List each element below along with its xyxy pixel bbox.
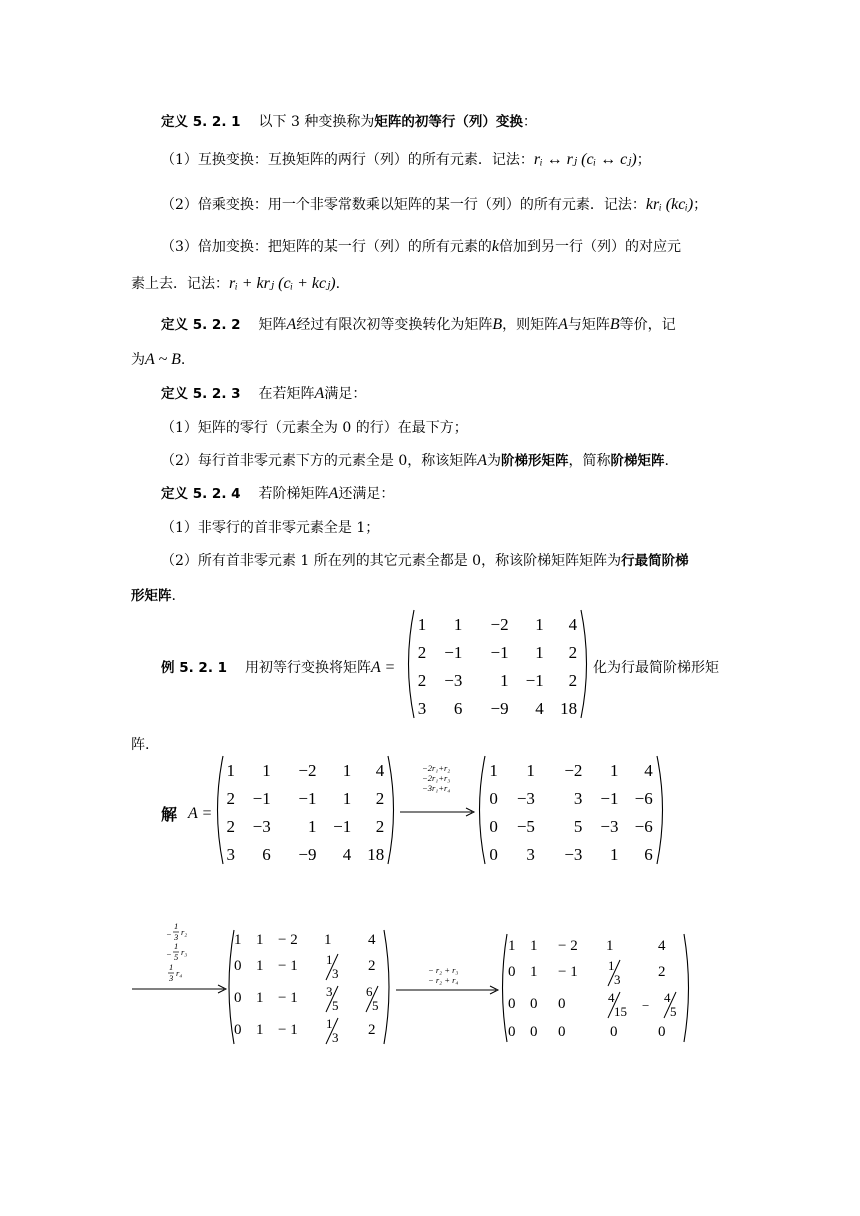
def1-item3-text-a: （3）倍加变换：把矩阵的某一行（列）的所有元素的 xyxy=(161,239,492,255)
op3-label-1: − r₂ + r₃ xyxy=(428,965,459,975)
cell-r3-c2: −3 xyxy=(444,670,463,690)
cell-r1-c4: 1 xyxy=(342,760,352,780)
def2-line2-math: A ~ B xyxy=(145,351,181,368)
cell-r3-c2: −3 xyxy=(252,816,271,836)
cell-r1-c4: 1 xyxy=(535,614,544,634)
cell-r4-c5: 6 xyxy=(644,844,653,864)
def2-line1 xyxy=(161,315,676,335)
def2-B: B xyxy=(492,316,503,333)
cell-r1-c5: 4 xyxy=(375,760,385,780)
def1-heading-line xyxy=(161,112,537,132)
c11: 1 xyxy=(234,932,242,948)
d31: 0 xyxy=(508,996,516,1012)
d44: 0 xyxy=(610,1024,618,1040)
d14: 1 xyxy=(606,938,614,954)
def4-item2-a: （2）所有首非零元素 1 所在列的其它元素全都是 0，称该阶梯矩阵矩阵为 xyxy=(161,553,622,569)
op2-3-den: 3 xyxy=(169,973,174,983)
cell-r3-c5: −6 xyxy=(634,816,653,836)
def4-line1 xyxy=(161,484,394,504)
def1-item3-line2 xyxy=(131,274,340,294)
c43: − 1 xyxy=(278,1022,298,1038)
d15: 4 xyxy=(658,938,666,954)
d42: 0 xyxy=(530,1024,538,1040)
op2-3-r: r₄ xyxy=(176,968,183,978)
cell-r3-c2: −5 xyxy=(516,816,535,836)
c22: 1 xyxy=(256,958,264,974)
d25: 2 xyxy=(658,964,666,980)
cell-r4-c2: 6 xyxy=(262,844,271,864)
def1-item3-line1 xyxy=(161,237,681,257)
cell-r2-c2: −3 xyxy=(516,788,535,808)
def2-line2 xyxy=(131,350,185,370)
def1-item1-end: ； xyxy=(636,152,651,168)
d32: 0 xyxy=(530,996,538,1012)
cell-r1-c4: 1 xyxy=(610,760,619,780)
def1-item1-text: （1）互换变换：互换矩阵的两行（列）的所有元素．记法： xyxy=(161,152,534,168)
def4-item2-term-b: 形矩阵 xyxy=(131,588,172,604)
op3-label-2: − r₂ + r₄ xyxy=(428,975,459,985)
row-op-arrow-3 xyxy=(396,966,500,996)
example-text-b: 化为行最简阶梯形矩 xyxy=(593,660,719,676)
cell-r4-c5: 18 xyxy=(367,844,385,864)
def1-item3-text-b: 倍加到另一行（列）的对应元 xyxy=(499,239,682,255)
cell-r4-c1: 0 xyxy=(489,844,498,864)
def2-text-c: ，则矩阵 xyxy=(502,317,559,333)
cell-r1-c1: 1 xyxy=(226,760,236,780)
def3-item1: （1）矩阵的零行（元素全为 0 的行）在最下方； xyxy=(161,420,468,436)
def4-item2-line1 xyxy=(161,551,689,571)
d12: 1 xyxy=(530,938,538,954)
op2-2-r: r₃ xyxy=(181,947,188,957)
c35-fraction xyxy=(362,984,384,1014)
cell-r2-c5: −6 xyxy=(634,788,653,808)
fraction-numerator: 4 xyxy=(664,990,671,1005)
c13: − 2 xyxy=(278,932,298,948)
cell-r2-c3: −1 xyxy=(298,788,317,808)
op2-2-num: 1 xyxy=(174,941,179,951)
cell-r4-c1: 3 xyxy=(226,844,236,864)
def3-item2-A: A xyxy=(477,452,488,469)
def2-B2: B xyxy=(609,316,620,333)
matrix-D xyxy=(500,932,692,1044)
row-op-arrow-1 xyxy=(400,760,476,820)
cell-r4-c3: −3 xyxy=(564,844,583,864)
c23: − 1 xyxy=(278,958,298,974)
cell-r2-c1: 2 xyxy=(417,642,427,662)
cell-r4-c2: 6 xyxy=(453,698,463,718)
def1-item3-k: k xyxy=(491,238,500,255)
cell-r2-c3: −1 xyxy=(490,642,509,662)
def3-item2-b: 为 xyxy=(487,453,502,469)
def2-line2-end: . xyxy=(180,352,186,368)
cell-r3-c4: −1 xyxy=(333,816,352,836)
def4-head: 定义 5. 2. 4 xyxy=(161,486,241,502)
def4-item1: （1）非零行的首非零元素全是 1； xyxy=(161,520,380,536)
cell-r3-c3: 5 xyxy=(573,816,583,836)
op2-1-r: r₂ xyxy=(181,927,188,937)
op2-2-sign: − xyxy=(166,949,172,959)
cell-r1-c3: −2 xyxy=(298,760,317,780)
c33: − 1 xyxy=(278,990,298,1006)
def2-A2: A xyxy=(558,316,568,333)
cell-r4-c1: 3 xyxy=(417,698,427,718)
d11: 1 xyxy=(508,938,516,954)
fraction-denominator: 3 xyxy=(332,966,339,981)
def2-text-d: 与矩阵 xyxy=(567,317,610,333)
c31: 0 xyxy=(234,990,242,1006)
c12: 1 xyxy=(256,932,264,948)
cell-r3-c5: 2 xyxy=(375,816,385,836)
fraction-numerator: 6 xyxy=(366,984,373,999)
def4-A: A xyxy=(328,485,339,502)
cell-r3-c4: −1 xyxy=(525,670,544,690)
c21: 0 xyxy=(234,958,242,974)
c41: 0 xyxy=(234,1022,242,1038)
d23: − 1 xyxy=(558,964,578,980)
def3-line1 xyxy=(161,384,366,404)
c32: 1 xyxy=(256,990,264,1006)
cell-r1-c3: −2 xyxy=(564,760,583,780)
def4-item2-term: 行最简阶梯 xyxy=(621,553,689,569)
def4-item2-line2 xyxy=(131,586,176,606)
cell-r1-c3: −2 xyxy=(490,614,509,634)
example-lhs: A = xyxy=(371,659,396,676)
d35-fraction xyxy=(642,990,682,1020)
def1-item1 xyxy=(161,150,651,170)
arrow-2-line xyxy=(132,920,228,1000)
def3-text-a: 在若矩阵 xyxy=(258,386,315,402)
fraction-denominator: 3 xyxy=(614,972,621,987)
def2-text-e: 等价，记 xyxy=(619,317,676,333)
cell-r1-c1: 1 xyxy=(489,760,498,780)
d22: 1 xyxy=(530,964,538,980)
cell-r1-c5: 4 xyxy=(644,760,653,780)
cell-r4-c2: 3 xyxy=(526,844,535,864)
c34-fraction xyxy=(322,984,344,1014)
cell-r3-c1: 2 xyxy=(417,670,427,690)
op2-1-num: 1 xyxy=(174,921,179,931)
cell-r3-c1: 2 xyxy=(226,816,236,836)
cell-r2-c2: −1 xyxy=(444,642,463,662)
fraction-denominator: 3 xyxy=(332,1030,339,1045)
example-line1 xyxy=(161,658,395,678)
cell-r3-c4: −3 xyxy=(600,816,619,836)
def1-item2 xyxy=(161,195,707,215)
def1-item2-math: krᵢ (kcᵢ) xyxy=(645,196,694,213)
d24-fraction xyxy=(604,958,626,988)
def3-A: A xyxy=(314,385,325,402)
op1-label-1: −2r₁+r₂ xyxy=(422,763,451,773)
fraction-denominator: 5 xyxy=(670,1004,677,1019)
cell-r2-c1: 2 xyxy=(226,788,236,808)
cell-r1-c2: 1 xyxy=(526,760,535,780)
cell-r4-c4: 4 xyxy=(535,698,544,718)
cell-r2-c5: 2 xyxy=(375,788,385,808)
def4-text-a: 若阶梯矩阵 xyxy=(258,486,329,502)
cell-r3-c1: 0 xyxy=(489,816,498,836)
fraction-denominator: 5 xyxy=(332,998,339,1013)
fraction-numerator: 1 xyxy=(326,1016,333,1031)
cell-r4-c4: 4 xyxy=(342,844,352,864)
def3-head: 定义 5. 2. 3 xyxy=(161,386,241,402)
c15: 4 xyxy=(368,932,376,948)
d13: − 2 xyxy=(558,938,578,954)
matrix-B xyxy=(476,754,666,866)
op2-1-sign: − xyxy=(166,929,172,939)
cell-r2-c4: 1 xyxy=(535,642,544,662)
d21: 0 xyxy=(508,964,516,980)
d43: 0 xyxy=(558,1024,566,1040)
def2-text-b: 经过有限次初等变换转化为矩阵 xyxy=(296,317,493,333)
row-op-arrow-2 xyxy=(132,920,228,1000)
fraction-denominator: 15 xyxy=(614,1004,627,1019)
cell-r4-c3: −9 xyxy=(490,698,509,718)
cell-r3-c3: 1 xyxy=(307,816,317,836)
def3-item2 xyxy=(161,451,669,471)
def4-item2-end: . xyxy=(171,588,176,604)
cell-r3-c5: 2 xyxy=(568,670,578,690)
def1-intro: 以下 3 种变换称为 xyxy=(258,114,375,130)
cell-r4-c4: 1 xyxy=(610,844,619,864)
d41: 0 xyxy=(508,1024,516,1040)
def3-item2-c: ，简称 xyxy=(568,453,611,469)
def1-item1-math: rᵢ ↔ rⱼ (cᵢ ↔ cⱼ) xyxy=(533,151,637,168)
c24-fraction xyxy=(322,952,344,982)
def2-line2-a: 为 xyxy=(131,352,145,368)
example-text-a: 用初等行变换将矩阵 xyxy=(245,660,372,676)
solution-lhs: A = xyxy=(188,805,213,822)
d33: 0 xyxy=(558,996,566,1012)
def1-item2-end: ； xyxy=(693,197,708,213)
fraction-numerator: 3 xyxy=(326,984,333,999)
c25: 2 xyxy=(368,958,376,974)
cell-r2-c3: 3 xyxy=(573,788,583,808)
op2-1-den: 3 xyxy=(174,932,179,942)
cell-r3-c3: 1 xyxy=(500,670,509,690)
fraction-numerator: 1 xyxy=(326,952,333,967)
fraction-denominator: 5 xyxy=(372,998,379,1013)
cell-r2-c1: 0 xyxy=(489,788,498,808)
example-text-c: 阵. xyxy=(131,737,150,753)
op1-label-2: −2r₁+r₃ xyxy=(422,773,451,783)
matrix-A-example xyxy=(405,608,590,720)
def3-item2-term1: 阶梯形矩阵 xyxy=(501,453,569,469)
op2-3-num: 1 xyxy=(169,962,174,972)
c14: 1 xyxy=(324,932,332,948)
cell-r1-c2: 1 xyxy=(453,614,463,634)
example-head: 例 5. 2. 1 xyxy=(161,660,228,676)
cell-r2-c5: 2 xyxy=(568,642,578,662)
def1-item3-math: rᵢ + krⱼ (cᵢ + kcⱼ) xyxy=(229,275,336,292)
def2-text-a: 矩阵 xyxy=(258,317,287,333)
cell-r4-c5: 18 xyxy=(560,698,578,718)
def1-term: 矩阵的初等行（列）变换 xyxy=(374,114,523,130)
op2-2-den: 5 xyxy=(174,952,179,962)
def4-text-b: 还满足： xyxy=(338,486,395,502)
cell-r2-c2: −1 xyxy=(252,788,271,808)
def3-item2-term2: 阶梯矩阵 xyxy=(610,453,665,469)
def1-head: 定义 5. 2. 1 xyxy=(161,114,241,130)
cell-r1-c2: 1 xyxy=(262,760,271,780)
def3-item2-end: . xyxy=(664,453,669,469)
def2-A: A xyxy=(286,316,297,333)
def1-item3-end: . xyxy=(335,276,341,292)
fraction-numerator: 1 xyxy=(608,958,615,973)
fraction-sign: − xyxy=(642,998,650,1013)
def1-item3-text-c: 素上去．记法： xyxy=(131,276,229,292)
op1-label-3: −3r₁+r₄ xyxy=(422,783,451,793)
fraction-numerator: 4 xyxy=(608,990,615,1005)
def3-item2-a: （2）每行首非零元素下方的元素全是 0，称该矩阵 xyxy=(161,453,478,469)
c44-fraction xyxy=(322,1016,344,1046)
solution-head: 解 xyxy=(161,805,178,824)
matrix-C xyxy=(226,928,392,1046)
d34-fraction xyxy=(604,990,630,1020)
def1-colon: ： xyxy=(522,114,537,130)
matrix-A-solution xyxy=(214,754,397,866)
cell-r2-c4: 1 xyxy=(342,788,352,808)
cell-r2-c4: −1 xyxy=(600,788,619,808)
c45: 2 xyxy=(368,1022,376,1038)
def1-item2-text: （2）倍乘变换：用一个非零常数乘以矩阵的某一行（列）的所有元素．记法： xyxy=(161,197,646,213)
c42: 1 xyxy=(256,1022,264,1038)
d45: 0 xyxy=(658,1024,666,1040)
cell-r4-c3: −9 xyxy=(298,844,317,864)
def3-text-b: 满足： xyxy=(324,386,367,402)
def2-head: 定义 5. 2. 2 xyxy=(161,317,241,333)
cell-r1-c1: 1 xyxy=(417,614,427,634)
cell-r1-c5: 4 xyxy=(568,614,578,634)
